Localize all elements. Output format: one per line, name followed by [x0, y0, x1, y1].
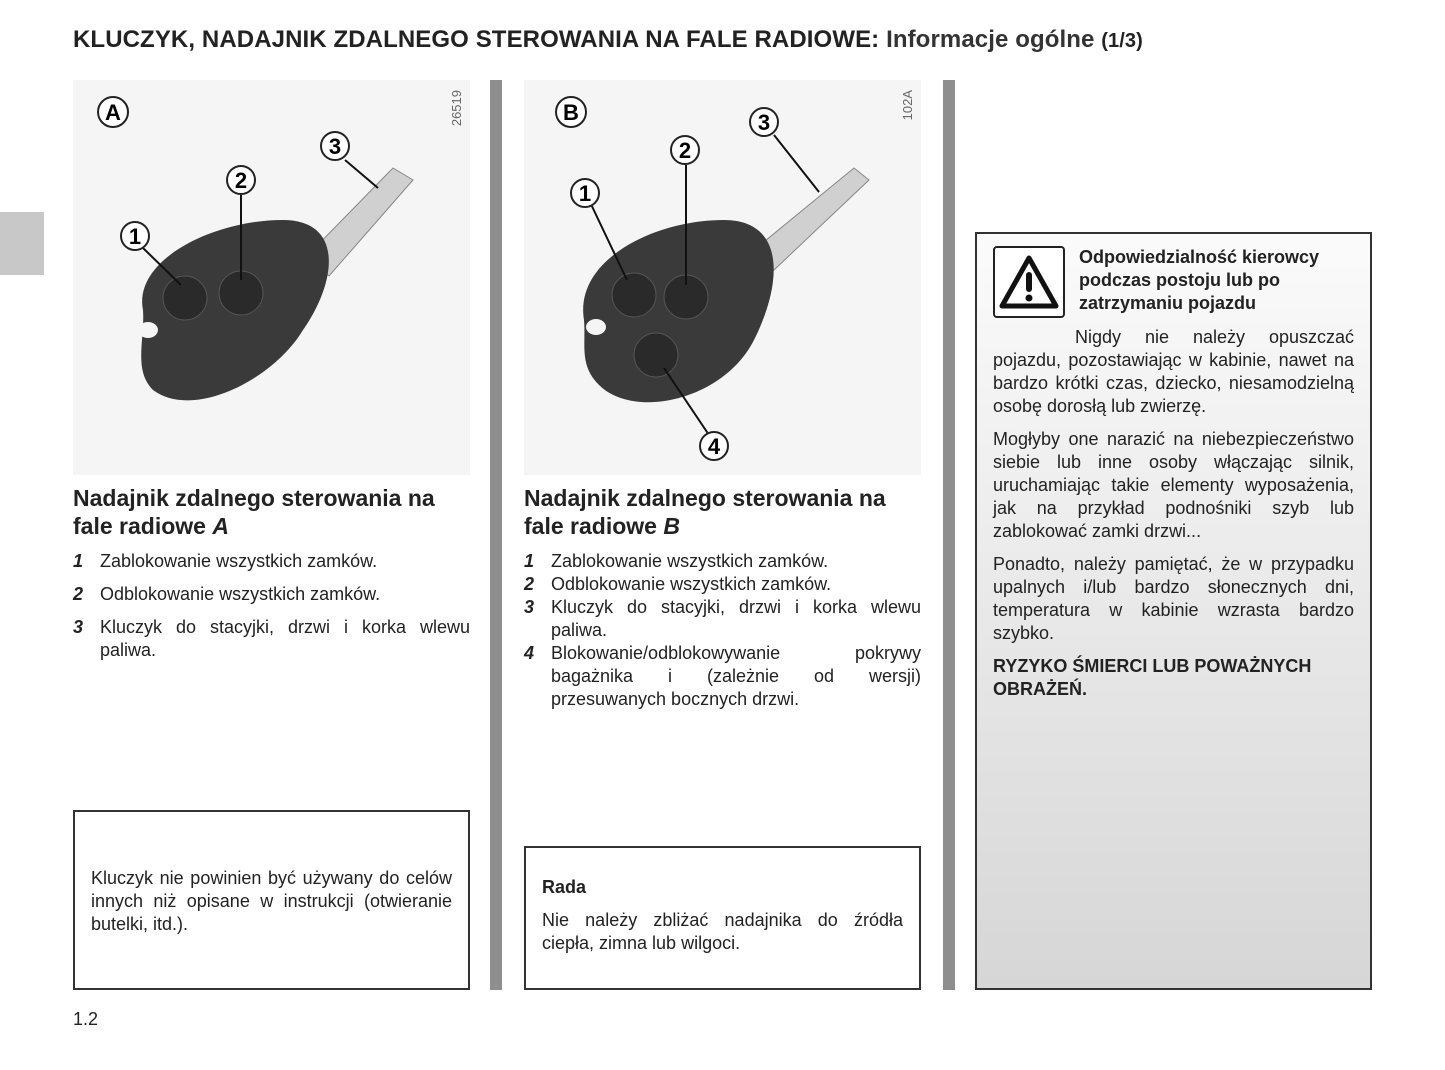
list-remote-a — [73, 550, 470, 662]
column-divider — [943, 80, 955, 990]
warning-box — [975, 232, 1372, 990]
tip-box — [524, 846, 921, 990]
warning-paragraph: Mogłyby one narazić na niebezpieczeństwo siebie lub inne osoby włączając silnik, uruchamiając takie elementy wyposażenia, jak na przykład podnośniki szyb lub zablokować zamki drzwi... — [993, 429, 1354, 541]
heading-remote-b: Nadajnik zdalnego sterowania na fale radiowe B — [524, 485, 886, 539]
figure-key-a — [73, 80, 470, 475]
list-item: 4 Blokowanie/odblokowywanie pokrywy bagażnika i (zależnie od wersji) przesuwanych bocznych drzwi. — [524, 643, 921, 709]
page-title: KLUCZYK, NADAJNIK ZDALNEGO STEROWANIA NA FALE RADIOWE: Informacje ogólne (1/3) — [73, 26, 1143, 53]
warning-risk: RYZYKO ŚMIERCI LUB POWAŻNYCH OBRAŻEŃ. — [993, 656, 1312, 699]
figure-key-b — [524, 80, 921, 475]
warning-triangle-icon — [993, 246, 1065, 318]
list-item: 1 Zablokowanie wszystkich zamków. — [73, 551, 378, 571]
list-item: 3 Kluczyk do stacyjki, drzwi i korka wlewu paliwa. — [524, 597, 921, 640]
callout-3: 3 — [328, 134, 342, 159]
list-item: 1 Zablokowanie wszystkich zamków. — [524, 551, 829, 571]
tip-title: Rada — [542, 877, 587, 897]
section-tab — [0, 212, 44, 275]
heading-remote-a: Nadajnik zdalnego sterowania na fale radiowe A — [73, 485, 435, 539]
callout-1: 1 — [578, 181, 592, 206]
figure-code: 26519 — [449, 90, 464, 127]
column-b-text — [524, 484, 921, 711]
tip-text: Nie należy zbliżać nadajnika do źródła ciepła, zimna lub wilgoci. — [542, 910, 903, 953]
callout-4: 4 — [707, 434, 721, 459]
list-item: 2 Odblokowanie wszystkich zamków. — [524, 574, 832, 594]
figure-letter: A — [105, 100, 121, 125]
list-item: 3 Kluczyk do stacyjki, drzwi i korka wlewu paliwa. — [73, 617, 470, 660]
callout-2: 2 — [234, 168, 248, 193]
callout-3: 3 — [757, 110, 771, 135]
figure-letter: B — [563, 100, 579, 125]
note-box — [73, 810, 470, 990]
page-number: 1.2 — [73, 1009, 99, 1029]
column-a-text — [73, 484, 470, 672]
warning-paragraph: Nigdy nie należy opuszczać pojazdu, pozostawiając w kabinie, nawet na bardzo krótki czas, dziecko, niesamodzielną osobę dorosłą lub zwierzę. — [993, 327, 1354, 416]
list-remote-b — [524, 550, 921, 711]
callout-2: 2 — [678, 138, 692, 163]
list-item: 2 Odblokowanie wszystkich zamków. — [73, 584, 381, 604]
warning-paragraph: Ponadto, należy pamiętać, że w przypadku upalnych i/lub bardzo słonecznych dni, temperatura w kabinie wzrasta bardzo szybko. — [993, 554, 1354, 643]
figure-code: 102A — [900, 90, 915, 121]
note-text: Kluczyk nie powinien być używany do celów innych niż opisane w instrukcji (otwieranie butelki, itd.). — [91, 868, 452, 934]
callout-1: 1 — [128, 224, 142, 249]
warning-heading: Odpowiedzialność kierowcy podczas postoju lub po zatrzymaniu pojazdu — [1079, 247, 1320, 313]
column-divider — [490, 80, 502, 990]
